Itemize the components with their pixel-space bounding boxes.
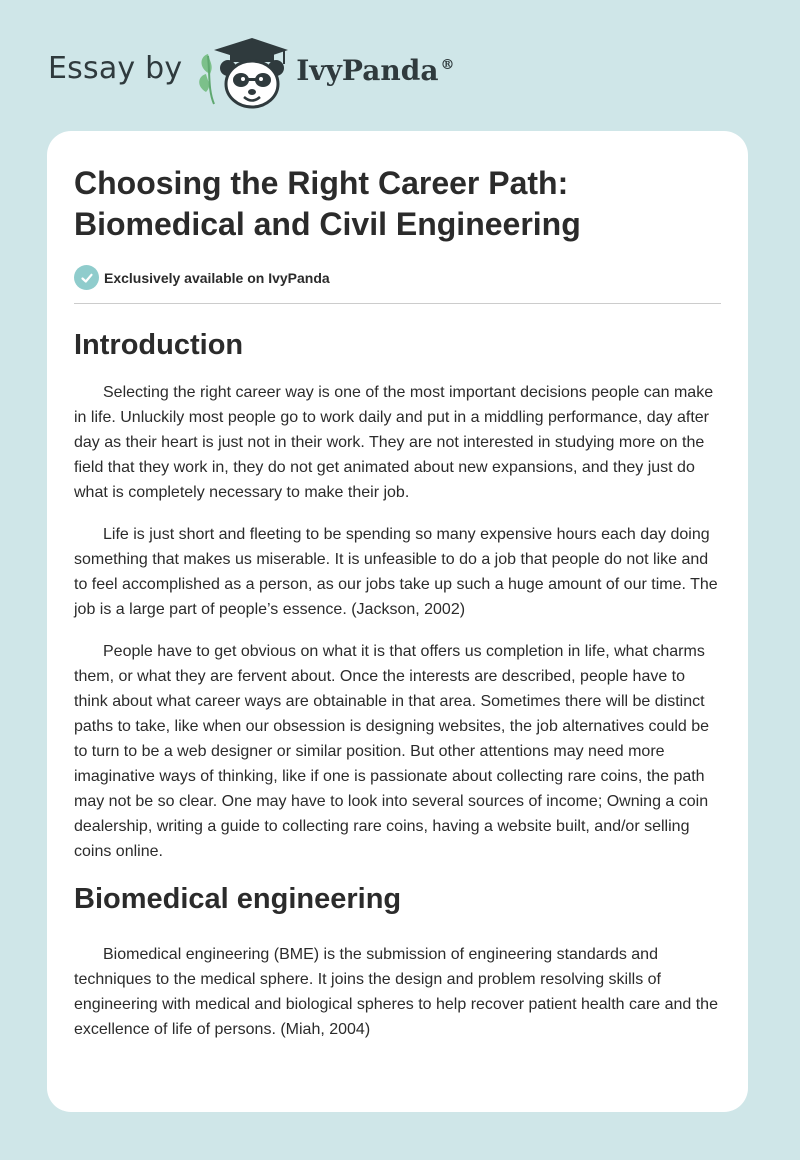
paragraph: People have to get obvious on what it is that offers us completion in life, what charms them, or what they are fervent about. Once the interests are described, people have to think about what career ways are obtainable in that area. Sometimes there will be distinct paths to take, like when our obsession is designing websites, the job alternatives could be to turn to be a web designer or similar position. But other attentions may need more imaginative ways of thinking, like if one is passionate about collecting rare coins, the path may not be so clear. One may have to look into several sources of income; Owning a coin dealership, writing a guide to collecting rare coins, having a website built, and/or selling coins online.: [74, 643, 710, 860]
section-heading-introduction: Introduction: [74, 329, 244, 361]
section-heading-biomedical: Biomedical engineering: [74, 883, 402, 915]
section-introduction: [74, 380, 721, 864]
paragraph: Selecting the right career way is one of the most important decisions people can make in life. Unluckily most people go to work daily and put in a middling performance, day after day as their heart is just not in their work. They are not interested in studying more on the field that they work in, they do not get animated about new expansions, and they just do what is completely necessary to make their job.: [74, 384, 714, 501]
panda-logo-icon[interactable]: [196, 34, 292, 110]
paragraph: Life is just short and fleeting to be spending so many expensive hours each day doing something that makes us miserable. It is unfeasible to do a job that people do not like and to feel accomplished as a person, as our jobs take up such a huge amount of our time. The job is a large part of people’s essence. (Jackson, 2002): [74, 526, 718, 618]
badge-text: Exclusively available on IvyPanda: [104, 269, 330, 286]
brand-prefix: Essay by: [48, 50, 183, 86]
section-biomedical: [74, 942, 721, 1042]
essay-card: [47, 131, 748, 1112]
brand-name[interactable]: IvyPanda ®: [296, 53, 455, 87]
essay-title: Choosing the Right Career Path: Biomedical and Civil Engineering: [74, 165, 581, 242]
brand-header: [48, 34, 478, 110]
divider: [74, 303, 721, 304]
registered-mark: ®: [440, 57, 455, 74]
exclusive-badge: [74, 265, 721, 290]
check-icon: [74, 265, 99, 290]
paragraph: Biomedical engineering (BME) is the submission of engineering standards and techniques to the medical sphere. It joins the design and problem resolving skills of engineering with medical and biological spheres to help recover patient health care and the excellence of life of persons. (Miah, 2004): [74, 946, 718, 1038]
